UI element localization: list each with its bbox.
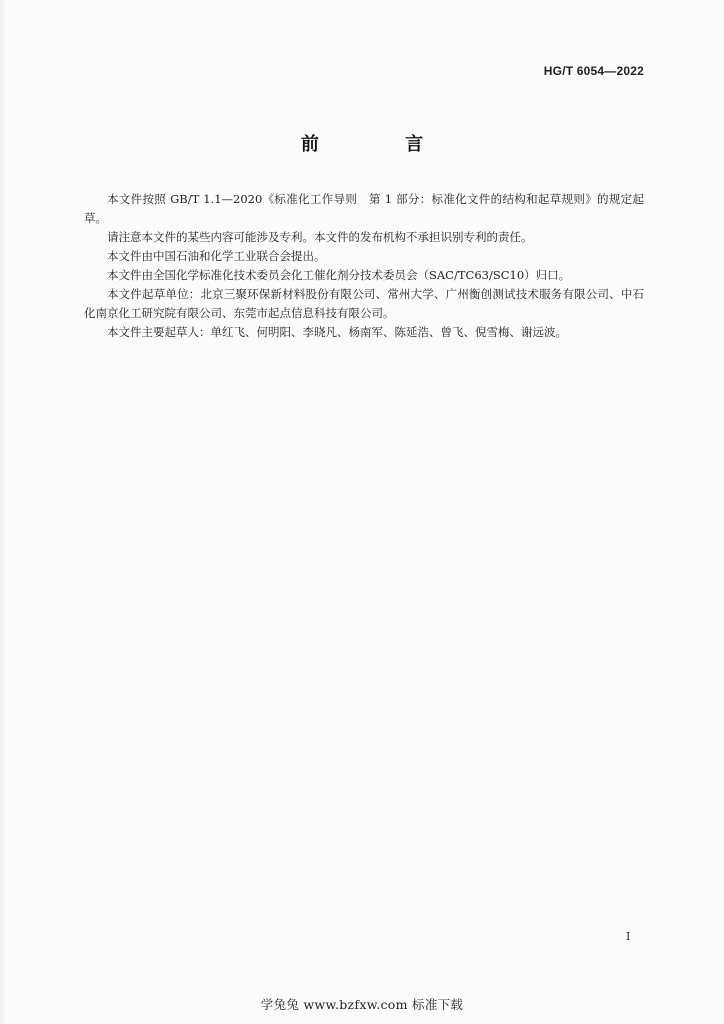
standard-code: HG/T 6054—2022: [543, 64, 644, 78]
paragraph-centralized-by: 本文件由全国化学标准化技术委员会化工催化剂分技术委员会（SAC/TC63/SC10）归口。: [107, 268, 571, 282]
page-title: 前 言: [300, 134, 464, 155]
paragraph-drafters: 本文件主要起草人：单红飞、何明阳、李晓凡、杨南军、陈延浩、曾飞、倪雪梅、谢远波。: [107, 325, 567, 339]
paragraph-patent-notice: 请注意本文件的某些内容可能涉及专利。本文件的发布机构不承担识别专利的责任。: [107, 230, 533, 244]
paragraph-proposed-by: 本文件由中国石油和化学工业联合会提出。: [107, 249, 326, 263]
footer-watermark: 学兔兔 www.bzfxw.com 标准下载: [260, 997, 464, 1012]
foreword-body: [84, 190, 644, 342]
page-number: Ⅰ: [626, 930, 631, 943]
paragraph-drafting-rules: 本文件按照 GB/T 1.1—2020《标准化工作导则 第 1 部分：标准化文件的结构和起草规则》的规定起草。: [84, 192, 644, 225]
paragraph-drafting-units: 本文件起草单位：北京三聚环保新材料股份有限公司、常州大学、广州衡创测试技术服务有限公司、中石化南京化工研究院有限公司、东莞市起点信息科技有限公司。: [84, 287, 644, 320]
